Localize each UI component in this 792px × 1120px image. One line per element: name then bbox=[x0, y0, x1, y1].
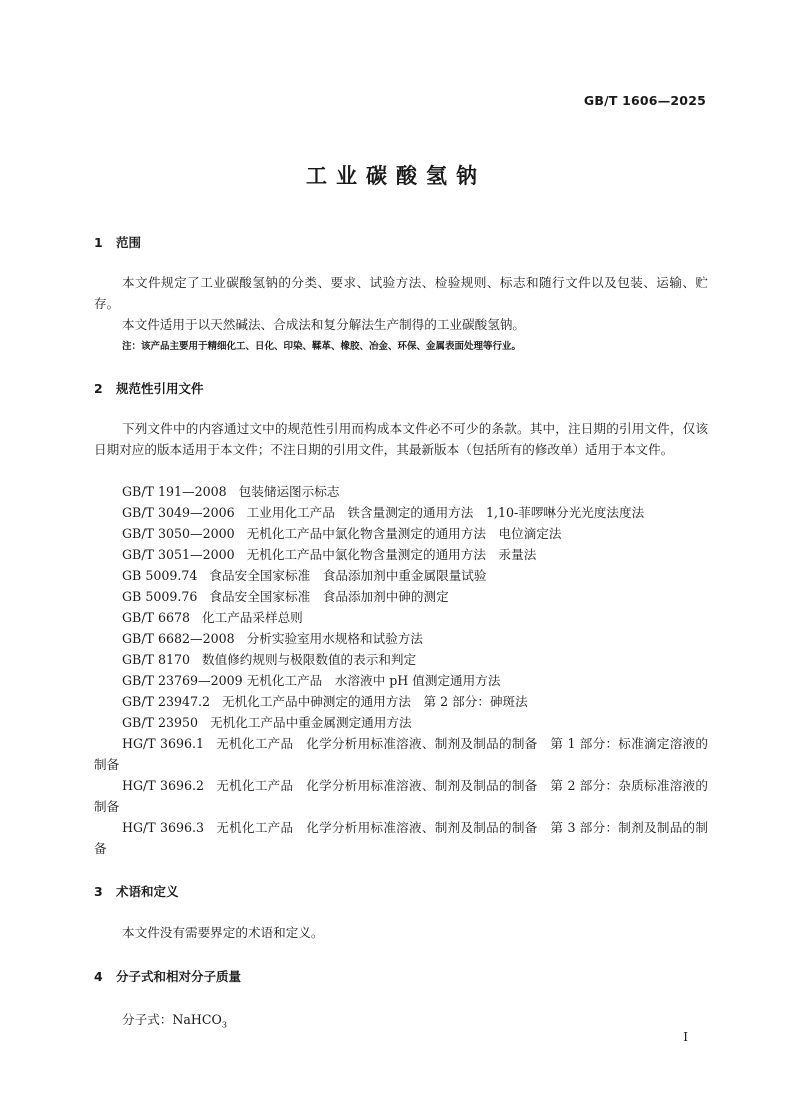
reference-title: 无机化工产品 化学分析用标准溶液、制剂及制品的制备 第 2 部分：杂质标准溶液的制备 bbox=[94, 778, 708, 814]
reference-title: 无机化工产品中重金属测定通用方法 bbox=[210, 715, 412, 730]
reference-title: 数值修约规则与极限数值的表示和判定 bbox=[202, 652, 417, 667]
reference-title: 分析实验室用水规格和试验方法 bbox=[246, 631, 423, 646]
reference-item bbox=[122, 607, 303, 628]
section-number: 4 bbox=[94, 969, 103, 984]
reference-title: 食品安全国家标准 食品添加剂中砷的测定 bbox=[209, 589, 449, 604]
reference-code: GB/T 191—2008 bbox=[122, 484, 227, 499]
reference-code: HG/T 3696.3 bbox=[122, 820, 205, 835]
reference-code: HG/T 3696.1 bbox=[122, 736, 205, 751]
reference-title: 无机化工产品 化学分析用标准溶液、制剂及制品的制备 第 1 部分：标准滴定溶液的制备 bbox=[94, 736, 708, 772]
reference-item bbox=[94, 817, 708, 859]
reference-item bbox=[122, 691, 528, 712]
section-title: 规范性引用文件 bbox=[116, 381, 204, 396]
reference-code: GB/T 23769—2009 bbox=[122, 673, 243, 688]
reference-item bbox=[122, 502, 644, 523]
scope-note: 注：该产品主要用于精细化工、日化、印染、鞣革、橡胶、冶金、环保、金属表面处理等行业。 bbox=[122, 341, 522, 352]
section-title: 分子式和相对分子质量 bbox=[116, 969, 242, 984]
reference-item bbox=[122, 544, 536, 565]
molecular-formula bbox=[122, 1009, 227, 1030]
section-number: 1 bbox=[94, 235, 103, 250]
reference-code: GB/T 8170 bbox=[122, 652, 191, 667]
formula-subscript: 3 bbox=[221, 1020, 227, 1030]
section-2-heading bbox=[94, 379, 204, 397]
section-1-heading bbox=[94, 233, 141, 251]
reference-title: 无机化工产品中砷测定的通用方法 第 2 部分：砷斑法 bbox=[222, 694, 528, 709]
document-title: 工业碳酸氢钠 bbox=[306, 164, 486, 188]
reference-code: GB 5009.76 bbox=[122, 589, 198, 604]
reference-item bbox=[122, 565, 486, 586]
terms-paragraph: 本文件没有需要界定的术语和定义。 bbox=[122, 925, 324, 940]
reference-item bbox=[122, 712, 412, 733]
reference-code: GB/T 23947.2 bbox=[122, 694, 211, 709]
page-number: I bbox=[683, 1030, 688, 1044]
section-3-heading bbox=[94, 882, 179, 900]
references-intro: 下列文件中的内容通过文中的规范性引用而构成本文件必不可少的条款。其中，注日期的引用文件，仅该日期对应的版本适用于本文件；不注日期的引用文件，其最新版本（包括所有的修改单）适用于本文件。 bbox=[94, 421, 708, 457]
reference-title: 包装储运图示标志 bbox=[238, 484, 340, 499]
formula-label: 分子式：NaHCO bbox=[122, 1012, 222, 1027]
reference-code: GB/T 3051—2000 bbox=[122, 547, 235, 562]
reference-item bbox=[122, 670, 500, 691]
section-number: 2 bbox=[94, 381, 103, 396]
reference-code: GB/T 3049—2006 bbox=[122, 505, 235, 520]
reference-title: 无机化工产品中氯化物含量测定的通用方法 汞量法 bbox=[246, 547, 537, 562]
reference-item bbox=[122, 628, 423, 649]
reference-item bbox=[94, 775, 708, 817]
reference-item bbox=[94, 733, 708, 775]
section-title: 术语和定义 bbox=[116, 884, 179, 899]
reference-title: 无机化工产品 化学分析用标准溶液、制剂及制品的制备 第 3 部分：制剂及制品的制备 bbox=[94, 820, 708, 856]
reference-item bbox=[122, 586, 449, 607]
reference-title: 化工产品采样总则 bbox=[202, 610, 303, 625]
reference-code: GB/T 6682—2008 bbox=[122, 631, 235, 646]
reference-code: GB/T 3050—2000 bbox=[122, 526, 235, 541]
section-4-heading bbox=[94, 967, 241, 985]
section-title: 范围 bbox=[116, 235, 142, 250]
reference-item bbox=[122, 523, 562, 544]
section-number: 3 bbox=[94, 884, 103, 899]
reference-code: GB 5009.74 bbox=[122, 568, 198, 583]
reference-code: GB/T 6678 bbox=[122, 610, 191, 625]
standard-number: GB/T 1606—2025 bbox=[583, 93, 706, 108]
reference-title: 食品安全国家标准 食品添加剂中重金属限量试验 bbox=[209, 568, 487, 583]
reference-code: HG/T 3696.2 bbox=[122, 778, 205, 793]
scope-paragraph-2: 本文件适用于以天然碱法、合成法和复分解法生产制得的工业碳酸氢钠。 bbox=[122, 317, 525, 332]
reference-title: 工业用化工产品 铁含量测定的通用方法 1,10-菲啰啉分光光度法度法 bbox=[246, 505, 645, 520]
reference-item bbox=[122, 481, 339, 502]
scope-paragraph-1: 本文件规定了工业碳酸氢钠的分类、要求、试验方法、检验规则、标志和随行文件以及包装、运输、贮存。 bbox=[94, 275, 708, 311]
reference-code: GB/T 23950 bbox=[122, 715, 199, 730]
reference-item bbox=[122, 649, 416, 670]
reference-title: 无机化工产品 水溶液中 pH 值测定通用方法 bbox=[246, 673, 501, 688]
reference-title: 无机化工产品中氯化物含量测定的通用方法 电位滴定法 bbox=[246, 526, 562, 541]
